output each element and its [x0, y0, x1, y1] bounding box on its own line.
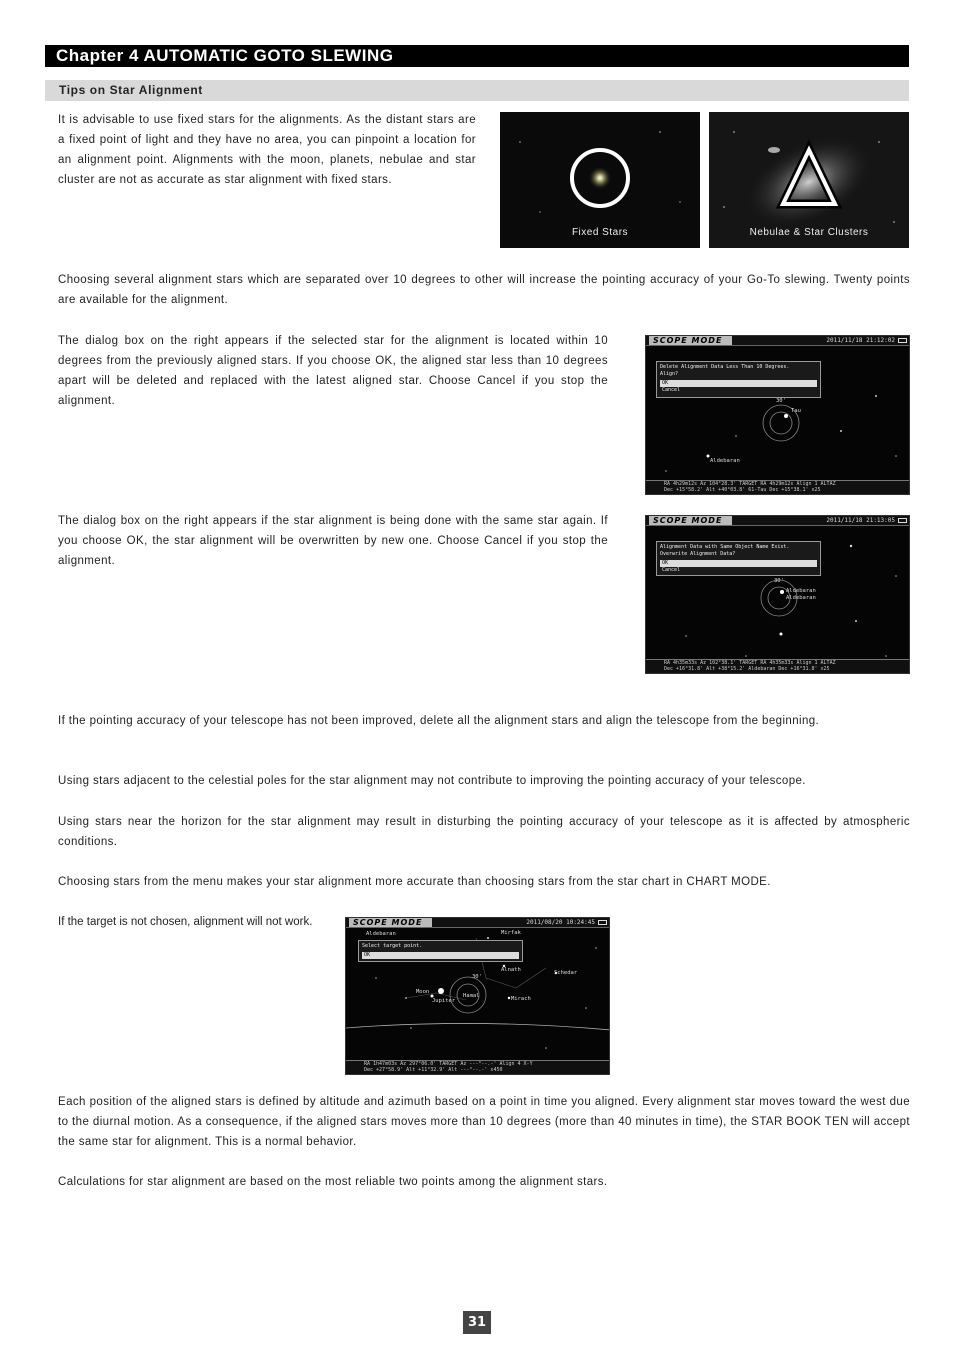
star-label-aldebaran: Aldebaran — [366, 931, 396, 937]
star-chart — [646, 336, 910, 495]
paragraph-menu: Choosing stars from the menu makes your star alignment more accurate than choosing stars from the star chart in CHART MODE. — [58, 876, 771, 888]
status-bar — [646, 480, 909, 494]
screenshot-overwrite-dialog — [645, 515, 910, 674]
dialog-question: Align? — [660, 371, 679, 377]
label-jupiter: Jupiter — [432, 998, 456, 1004]
mode-label: SCOPE MODE — [349, 918, 432, 927]
screen-date: 2011/08/20 10:24:45 — [526, 919, 595, 926]
status-line-1: RA 4h35m33s Az 102°38.1' TARGET RA 4h35m33s Align 1 ALTAZ — [664, 660, 836, 666]
star-label-aldebaran-2: Aldebaran — [786, 595, 816, 601]
status-line-2: Dec +27°58.9' Alt +11°32.9' Alt ---°--.-' x450 — [364, 1067, 503, 1073]
screen-date: 2011/11/18 21:13:05 — [826, 517, 895, 524]
paragraph-delete-dialog: The dialog box on the right appears if the selected star for the alignment is located within 10 degrees from the previously aligned stars. If you choose OK, the aligned star less than 10 degrees apart will be deleted and replaced with the latest aligned star. Choose Cancel if you stop the alignment. — [58, 335, 608, 407]
nebula-photo — [709, 112, 909, 248]
paragraph-diurnal-motion: Each position of the aligned stars is defined by altitude and azimuth based on a point in time you aligned. Every alignment star moves toward the west due to the diurnal motion. As a consequence, if the aligned stars moves more than 10 degrees (more than 40 minutes in time), the STAR BOOK TEN will accept the same star for alignment. This is a normal behavior. — [58, 1096, 910, 1148]
cancel-option[interactable]: Cancel — [662, 567, 681, 573]
paragraph-separation: Choosing several alignment stars which are separated over 10 degrees to other will increase the pointing accuracy of your Go-To slewing. Twenty points are available for the alignment. — [58, 274, 910, 306]
paragraph-target: If the target is not chosen, alignment will not work. — [58, 916, 313, 928]
star-label-alnath: Alnath — [501, 967, 521, 973]
screenshot-delete-dialog — [645, 335, 910, 495]
label-moon: Moon — [416, 989, 430, 995]
paragraph-horizon: Using stars near the horizon for the star alignment may result in disturbing the pointing accuracy of your telescope as it is affected by atmospheric conditions. — [58, 816, 910, 848]
status-bar — [346, 1060, 609, 1074]
star-chart — [646, 516, 910, 674]
star-label-hamal: Hamal — [463, 993, 480, 999]
fov-label: 30' — [472, 974, 482, 980]
star-label-mirach: Mirach — [511, 996, 531, 1002]
status-bar — [646, 659, 909, 673]
section-title: Tips on Star Alignment — [45, 80, 909, 101]
screenshot-select-target — [345, 917, 610, 1075]
dialog-question: Overwrite Alignment Data? — [660, 551, 736, 557]
dialog-message: Delete Alignment Data Less Than 10 Degrees. — [660, 364, 790, 370]
status-line-2: Dec +15°58.2' Alt +40°03.8' 61-Tau Dec +15°38.1' x25 — [664, 487, 821, 493]
star-label-aldebaran: Aldebaran — [710, 458, 740, 464]
paragraph-calculations: Calculations for star alignment are based on the most reliable two points among the alignment stars. — [58, 1176, 608, 1188]
mode-label: SCOPE MODE — [649, 516, 732, 525]
star-label-tau: Tau — [791, 408, 801, 414]
star-label-mirfak: Mirfak — [501, 930, 521, 936]
dialog-message: Select target point. — [362, 943, 423, 949]
ok-option[interactable]: OK — [660, 380, 817, 387]
nebula-caption: Nebulae & Star Clusters — [749, 227, 869, 238]
ok-option[interactable]: OK — [660, 560, 817, 567]
overwrite-dialog — [656, 541, 821, 576]
page-number: 31 — [463, 1311, 491, 1334]
status-line-1: RA 4h29m12s Az 104°28.3' TARGET RA 4h29m12s Align 1 ALTAZ — [664, 481, 836, 487]
fixed-stars-caption: Fixed Stars — [571, 227, 629, 238]
star-label-schedar: Schedar — [554, 970, 578, 976]
star-label-aldebaran: Aldebaran — [786, 588, 816, 594]
chapter-title: Chapter 4 AUTOMATIC GOTO SLEWING — [45, 45, 909, 67]
status-line-2: Dec +16°31.8' Alt +38°15.2' Aldebaran Dec +16°31.8' x25 — [664, 666, 830, 672]
paragraph-poles: Using stars adjacent to the celestial poles for the star alignment may not contribute to improving the pointing accuracy of your telescope. — [58, 775, 806, 787]
paragraph-fixed-stars: It is advisable to use fixed stars for the alignments. As the distant stars are a fixed point of light and they have no area, you can pinpoint a location for an alignment point. Alignments with the moon, planets, nebulae and star cluster are not as accurate as star alignment with fixed stars. — [58, 114, 476, 186]
select-target-dialog — [358, 940, 523, 962]
fov-label: 30' — [774, 578, 784, 584]
ok-option[interactable]: OK — [362, 952, 519, 959]
cancel-option[interactable]: Cancel — [662, 387, 681, 393]
delete-dialog — [656, 361, 821, 398]
mode-label: SCOPE MODE — [649, 336, 732, 345]
dialog-message: Alignment Data with Same Object Name Exist. — [660, 544, 790, 550]
fov-label: 30' — [776, 398, 786, 404]
paragraph-reset: If the pointing accuracy of your telescope has not been improved, delete all the alignment stars and align the telescope from the beginning. — [58, 715, 820, 727]
fixed-stars-photo — [500, 112, 700, 248]
status-line-1: RA 1h47m03s Az 297°06.0' TARGET Az ---°--.-' Align 4 X-Y — [364, 1061, 533, 1067]
screen-date: 2011/11/18 21:12:02 — [826, 337, 895, 344]
paragraph-overwrite-dialog: The dialog box on the right appears if the star alignment is being done with the same star again. If you choose OK, the star alignment will be overwritten by new one. Choose Cancel if you stop the alignment. — [58, 515, 608, 567]
